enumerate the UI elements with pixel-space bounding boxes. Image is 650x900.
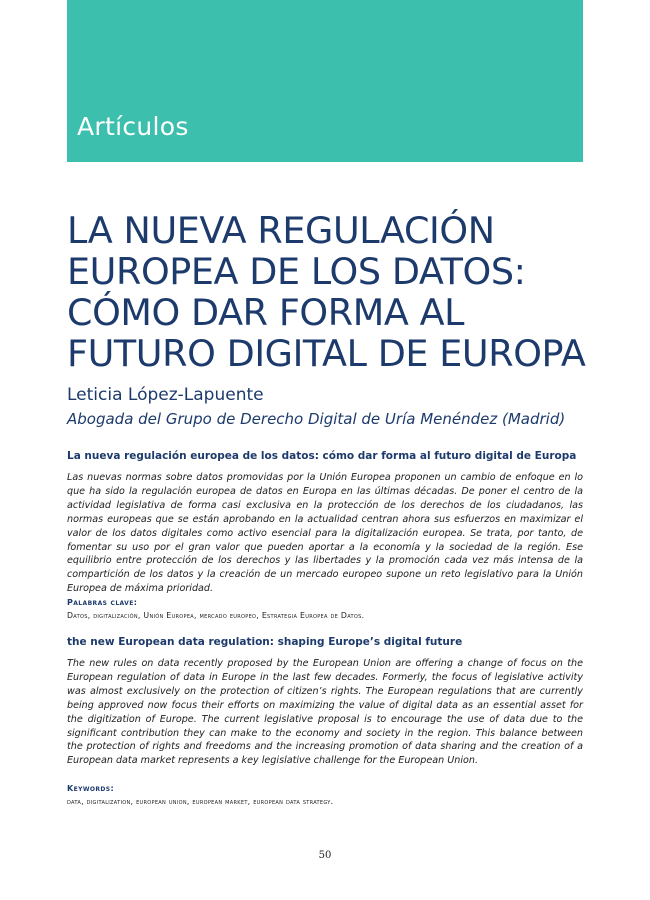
title-line: CÓMO DAR FORMA AL — [67, 291, 465, 334]
english-abstract: The new rules on data recently proposed by the European Union are offering a change of focus on the European regulation of data in Europe in the last few decades. Formerly, the focus of legislative activity was almost exclusively on the protection of citizen’s rights. The European regulations that are currently being approved now focus their efforts on maximizing the value of digital data as an essential asset for the digitization of Europe. The current legislative proposal is to encourage the use of data due to the significant contribution they can make to the economy and society in the region. This balance between the protection of rights and freedoms and the increasing promotion of data sharing and the creation of a European data market represents a key legislative challenge for the European Union. — [67, 658, 583, 767]
section-label: Artículos — [77, 112, 189, 141]
title-line: FUTURO DIGITAL DE EUROPA — [67, 332, 586, 375]
english-keywords-label: Keywords: — [67, 784, 115, 793]
title-line: EUROPEA DE LOS DATOS: — [67, 250, 526, 293]
spanish-keywords-label: Palabras clave: — [67, 598, 138, 607]
page-number: 50 — [318, 850, 332, 861]
english-abstract-heading: the new European data regulation: shaping Europe’s digital future — [67, 636, 463, 648]
title-line: LA NUEVA REGULACIÓN — [67, 209, 495, 252]
spanish-abstract: Las nuevas normas sobre datos promovidas por la Unión Europea proponen un cambio de enfoque en lo que ha sido la regulación europea de datos en Europa en las últimas décadas. De poner el centro de la actividad legislativa de forma casi exclusiva en la protección de los derechos de los ciudadanos, las normas europeas que se están aprobando en la actualidad centran ahora sus esfuerzos en maximizar el valor de los datos digitales como activo esencial para la digitalización europea. Se trata, por tanto, de fomentar su uso por el gran valor que pueden aportar a la economía y la sociedad de la región. Ese equilibrio entre protección de los derechos y las libertades y la promoción cada vez más intensa de la compartición de los datos y la creación de un mercado europeo supone un reto legislativo para la Unión Europea de máxima prioridad. — [67, 472, 583, 595]
spanish-keywords: Datos, digitalización, Unión Europea, mercado europeo, Estrategia Europea de Datos. — [67, 611, 365, 620]
author-affiliation: Abogada del Grupo de Derecho Digital de Uría Menéndez (Madrid) — [67, 410, 566, 428]
english-keywords: data, digitalization, european union, european market, european data strategy. — [67, 797, 334, 806]
spanish-abstract-heading: La nueva regulación europea de los datos: cómo dar forma al futuro digital de Europa — [67, 450, 577, 462]
section-banner — [67, 0, 583, 162]
article-title — [67, 210, 587, 374]
author-name: Leticia López-Lapuente — [67, 385, 264, 405]
